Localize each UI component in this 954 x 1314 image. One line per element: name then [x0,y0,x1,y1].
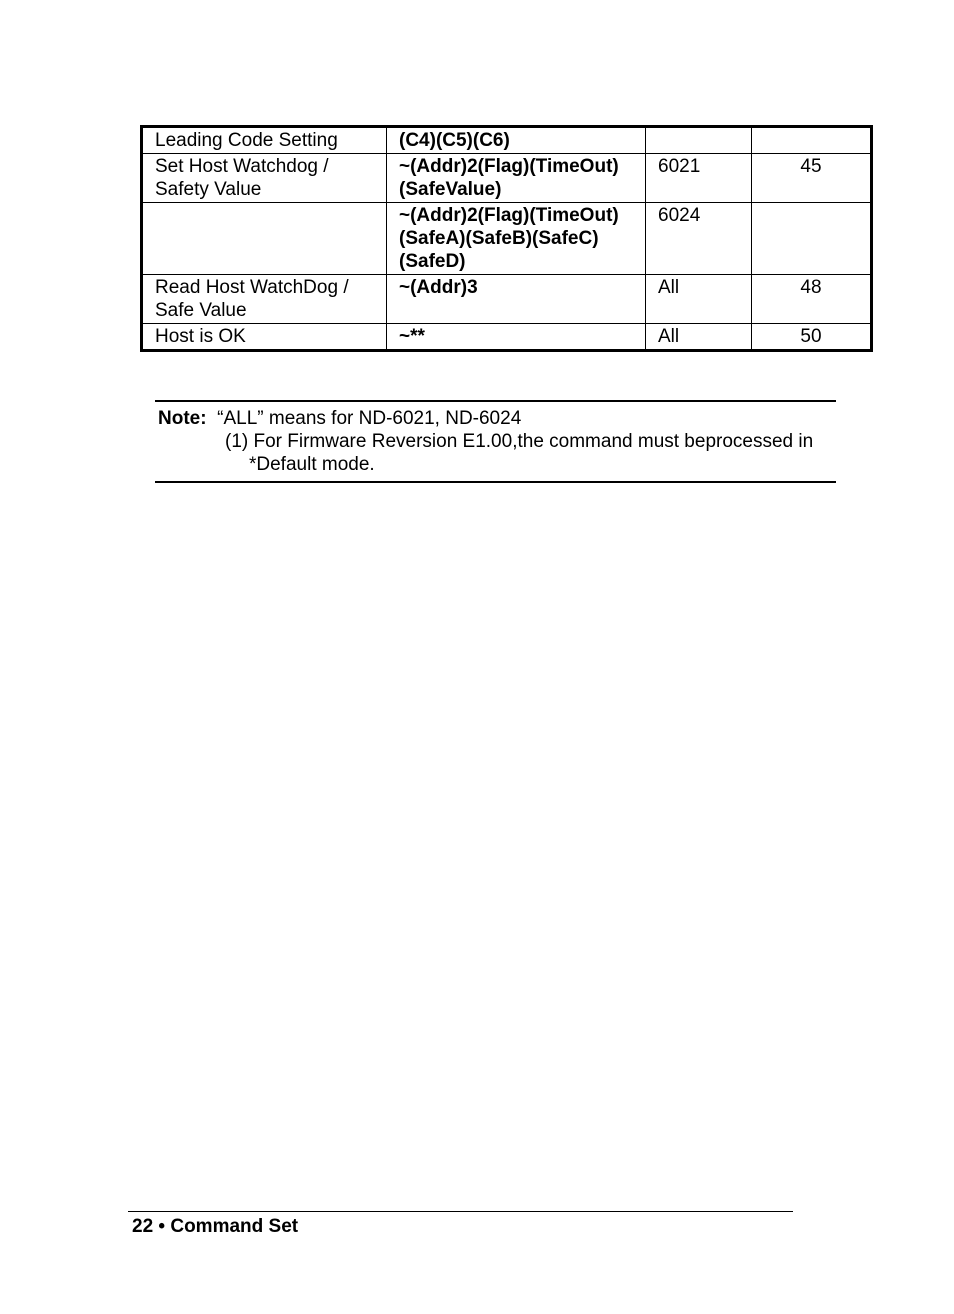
note-box [155,400,836,483]
command-cell: ~(Addr)3 [387,275,646,324]
table-row [142,127,872,154]
module-cell: All [646,324,752,351]
page-footer [132,1216,298,1238]
module-cell: All [646,275,752,324]
note-line [155,407,836,430]
page-cell: 48 [752,275,872,324]
command-cell: ~(Addr)2(Flag)(TimeOut) (SafeValue) [387,154,646,203]
table-row [142,203,872,275]
page-cell: 45 [752,154,872,203]
command-cell: ~** [387,324,646,351]
bullet-separator: • [158,1216,166,1237]
module-cell [646,127,752,154]
module-cell: 6021 [646,154,752,203]
function-cell: Read Host WatchDog / Safe Value [142,275,387,324]
command-cell: (C4)(C5)(C6) [387,127,646,154]
note-text: “ALL” means for ND-6021, ND-6024 [217,408,522,429]
page-cell: 50 [752,324,872,351]
function-cell: Leading Code Setting [142,127,387,154]
command-table [140,125,873,352]
table-row [142,275,872,324]
note-line: *Default mode. [249,454,375,475]
command-cell: ~(Addr)2(Flag)(TimeOut) (SafeA)(SafeB)(SafeC) (SafeD) [387,203,646,275]
note-line: (1) For Firmware Reversion E1.00,the command must beprocessed in [225,431,814,452]
section-title: Command Set [170,1216,299,1237]
function-cell [142,203,387,275]
module-cell: 6024 [646,203,752,275]
note-label: Note: [158,408,207,429]
table-row [142,324,872,351]
footer-divider [128,1211,793,1212]
page-cell [752,127,872,154]
page-cell [752,203,872,275]
function-cell: Set Host Watchdog / Safety Value [142,154,387,203]
table-row [142,154,872,203]
function-cell: Host is OK [142,324,387,351]
page-number: 22 [132,1216,154,1237]
